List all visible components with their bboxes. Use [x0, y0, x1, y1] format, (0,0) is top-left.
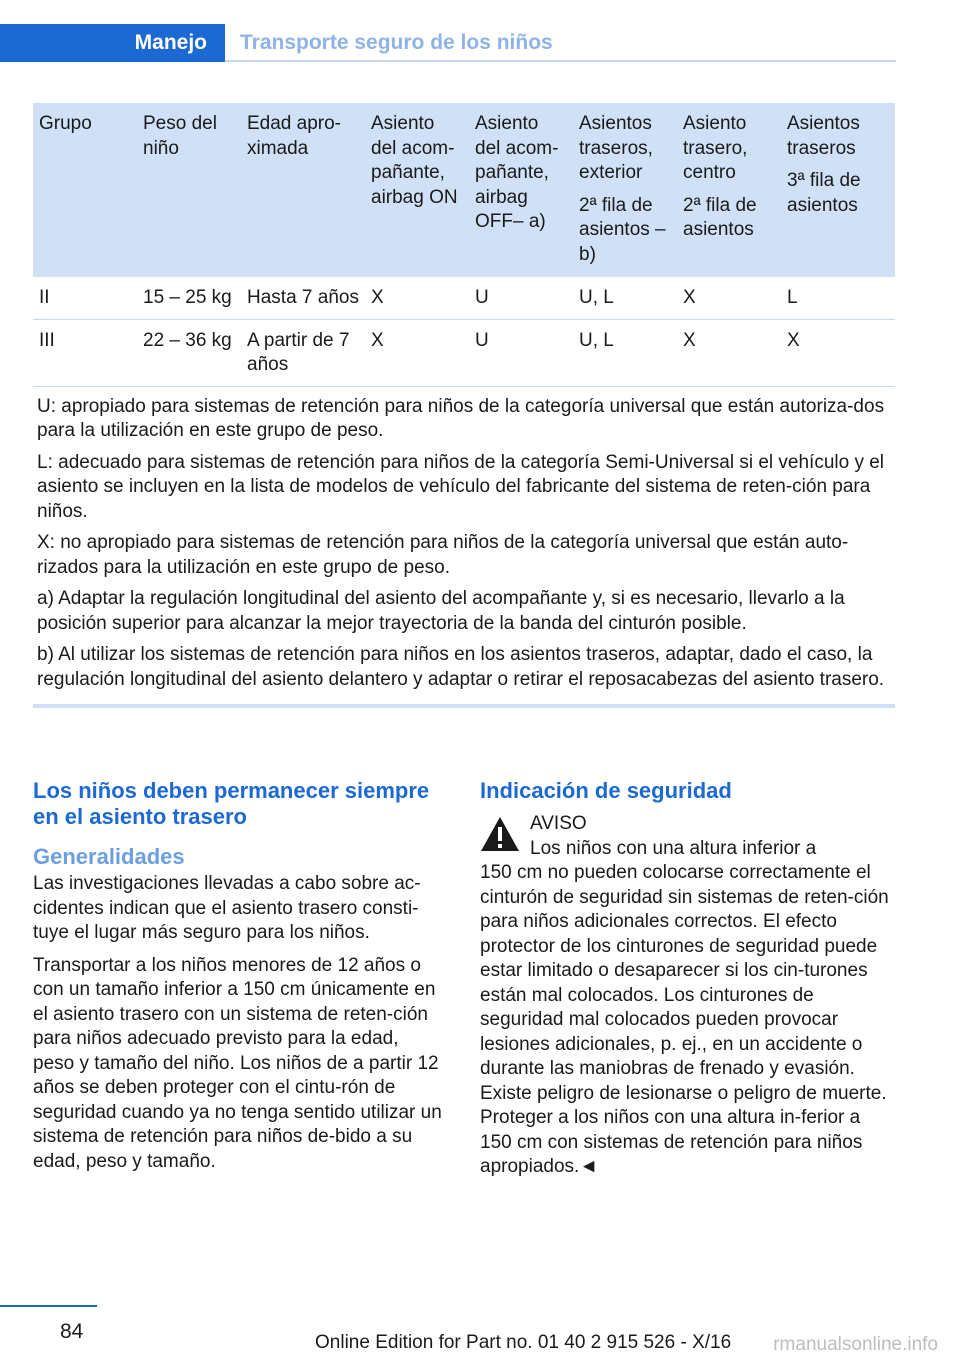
- left-column: [33, 778, 443, 1182]
- table-cell: U, L: [573, 319, 677, 386]
- footer-rule: [0, 1305, 97, 1307]
- header-rule: [225, 60, 896, 62]
- table-cell: X: [781, 319, 895, 386]
- table-legend: [33, 386, 895, 706]
- subsection-heading: Generalidades: [33, 844, 185, 869]
- table-cell: II: [33, 277, 137, 319]
- table-cell: U: [469, 277, 573, 319]
- col-header-sub: 2ª fila de asientos: [683, 194, 757, 240]
- legend-item: X: no apropiado para sistemas de retención para niños de la categoría universal que están auto-rizados para la utilización en este grupo de peso.: [37, 532, 849, 578]
- body-paragraph: Transportar a los niños menores de 12 años o con un tamaño inferior a 150 cm únicamente en el asiento trasero con un sistema de reten-ción para niños adecuado previsto para la edad, peso y tamaño del niño. Los niños de a partir 12 años se deben proteger con el cintu-rón de seguridad cuando ya no tenga sentido utilizar un sistema de retención para niños de-bido a su edad, peso y tamaño.: [33, 954, 442, 1172]
- page-header: [0, 24, 896, 62]
- col-header: Asiento del acom-pañante, airbag ON: [365, 103, 469, 277]
- section-label: Manejo: [134, 31, 207, 54]
- section-tab: [0, 24, 225, 62]
- legend-item: L: adecuado para sistemas de retención para niños de la categoría Semi-Universal si el vehículo y el asiento se incluyen en la lista de modelos de vehículo del fabricante del sistema de reten-ción para niños.: [37, 451, 885, 522]
- section-heading: Indicación de seguridad: [480, 778, 732, 803]
- legend-item: a) Adaptar la regulación longitudinal del asiento del acompañante y, si es necesario, llevarlo a la posición superior para alcanzar la mejor trayectoria de la banda del cinturón posible.: [37, 588, 845, 634]
- page-number: 84: [60, 1320, 84, 1343]
- topic-title: Transporte seguro de los niños: [240, 31, 553, 54]
- col-header: Asientos traseros, exterior 2ª fila de asientos – b): [573, 103, 677, 277]
- table-cell: U: [469, 319, 573, 386]
- table-legend-row: [33, 386, 895, 706]
- legend-item: U: apropiado para sistemas de retención para niños de la categoría universal que están autoriza-dos para la utilización en este grupo de peso.: [37, 395, 885, 441]
- col-header: Asiento del acom-pañante, airbag OFF– a): [469, 103, 573, 277]
- table-cell: 15 – 25 kg: [137, 277, 241, 319]
- warning-triangle-icon: [480, 816, 520, 852]
- col-header: Asientos traseros 3ª fila de asientos: [781, 103, 895, 277]
- table-cell: X: [365, 319, 469, 386]
- table-cell: III: [33, 319, 137, 386]
- table-cell: X: [677, 277, 781, 319]
- table-cell: A partir de 7 años: [241, 319, 365, 386]
- col-header: Peso del niño: [137, 103, 241, 277]
- watermark: rmanualsonline.info: [773, 1334, 938, 1355]
- table-header-row: [33, 103, 895, 277]
- table-cell: X: [677, 319, 781, 386]
- edition-note: Online Edition for Part no. 01 40 2 915 526 - X/16: [315, 1332, 732, 1353]
- col-header: Edad apro-ximada: [241, 103, 365, 277]
- warning-text: 150 cm no pueden colocarse correctamente el cinturón de seguridad sin sistemas de reten-ción para niños adicionales correctos. El efecto protector de los cinturones de seguridad puede estar limitado o desaparecer si los cin-turones están mal colocados. Los cinturones de seguridad mal colocados pueden provocar lesiones adicionales, p. ej., en un accidente o durante las maniobras de frenado y evasión. Existe peligro de lesionarse o peligro de muerte. Proteger a los niños con una altura in-ferior a 150 cm con sistemas de retención para niños apropiados.◄: [480, 862, 889, 1177]
- table-cell: Hasta 7 años: [241, 277, 365, 319]
- section-heading: Los niños deben permanecer siempre en el asiento trasero: [33, 778, 430, 829]
- table-row: [33, 277, 895, 319]
- table-cell: L: [781, 277, 895, 319]
- col-header: Asiento trasero, centro 2ª fila de asientos: [677, 103, 781, 277]
- table-cell: 22 – 36 kg: [137, 319, 241, 386]
- table-cell: X: [365, 277, 469, 319]
- warning-text-first: Los niños con una altura inferior a: [530, 837, 817, 859]
- table-row: [33, 319, 895, 386]
- col-header-sub: 3ª fila de asientos: [787, 170, 861, 216]
- warning-box: [480, 812, 896, 1180]
- body-paragraph: Las investigaciones llevadas a cabo sobre ac-cidentes indican que el asiento trasero consti-tuye el lugar más seguro para los niños.: [33, 873, 421, 943]
- legend-item: b) Al utilizar los sistemas de retención para niños en los asientos traseros, adaptar, dado el caso, la regulación longitudinal del asiento delantero y adaptar o retirar el reposacabezas del asiento trasero.: [37, 644, 885, 690]
- warning-title: AVISO: [530, 813, 587, 834]
- table-cell: U, L: [573, 277, 677, 319]
- col-header-sub: 2ª fila de asientos – b): [579, 194, 666, 265]
- right-column: [480, 778, 896, 1180]
- child-seat-table: [33, 103, 895, 708]
- col-header: Grupo: [33, 103, 137, 277]
